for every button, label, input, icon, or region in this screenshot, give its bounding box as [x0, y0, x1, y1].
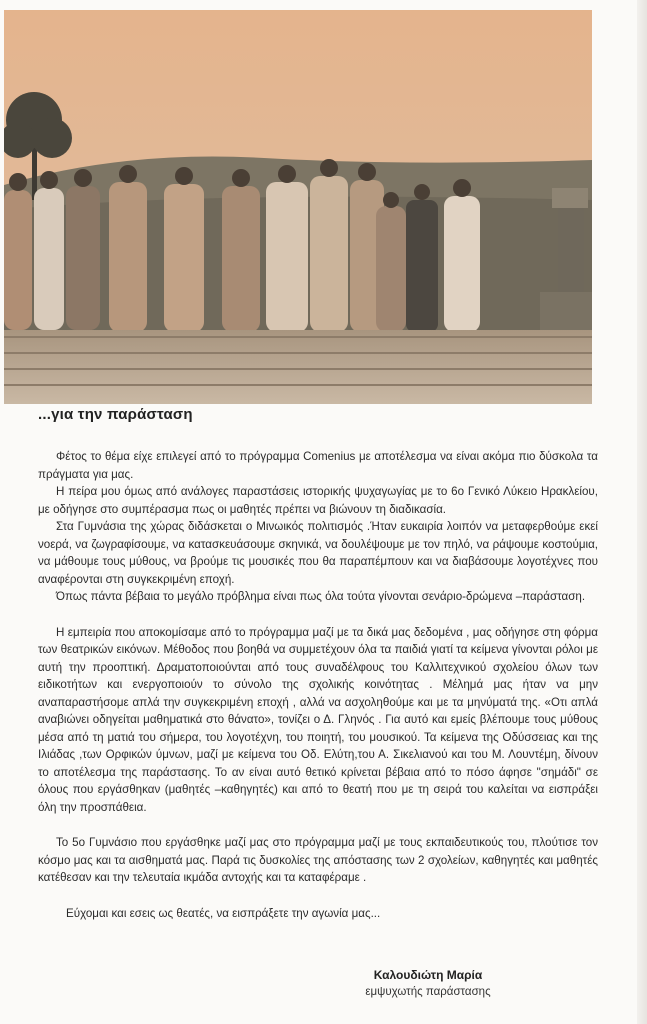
- page-spine: [637, 0, 647, 1024]
- signature: [358, 966, 498, 1001]
- paragraph: Όπως πάντα βέβαια το μεγάλο πρόβλημα είναι πως όλα τούτα γίνονται σενάριο-δρώμενα –παράσταση.: [56, 590, 586, 603]
- paragraph: Το 5ο Γυμνάσιο που εργάσθηκε μαζί μας στο πρόγραμμα μαζί με τους εκπαιδευτικούς του, πλούτισε τον κόσμο μας και τα αισθηματά μας. Παρά τις δυσκολίες της απόστασης των 2 σχολείων, καθηγητές και μαθητές κατέθεσαν και την τελευταία ικμάδα αντοχής και τα καταφέραμε .: [38, 836, 598, 884]
- photo-steps: [4, 330, 592, 404]
- paragraph: Στα Γυμνάσια της χώρας διδάσκεται ο Μινωικός πολιτισμός .Ήταν ευκαιρία λοιπόν να μεταφερθούμε εκεί νοερά, να ζωγραφίσουμε, να κατασκευάσουμε σκηνικά, να δουλέψουμε με τον πηλό, να ράψουμε κοστούμια, να μάθουμε τους μύθους, να βρούμε τις μουσικές που θα παραπέμπουν και να διαβάσουμε λογοτέχνες που αναφέρονται στη συγκεκριμένη εποχή.: [38, 520, 598, 586]
- closing-line: Εύχομαι και εσεις ως θεατές, να εισπράξετε την αγωνία μας...: [66, 906, 381, 920]
- signature-role: εμψυχωτής παράστασης: [365, 986, 491, 998]
- performance-photo: [4, 10, 592, 404]
- paragraph: Φέτος το θέμα είχε επιλεγεί από το πρόγραμμα Comenius με αποτέλεσμα να είναι ακόμα πιο δύσκολα τα πράγματα για μας.: [38, 450, 598, 481]
- article-body: [38, 448, 598, 940]
- signature-name: Καλουδιώτη Μαρία: [373, 968, 483, 982]
- paragraph: Η πείρα μου όμως από ανάλογες παραστάσεις ιστορικής ψυχαγωγίας με το 6ο Γενικό Λύκειο Ηρακλείου, με οδήγησε στο συμπέρασμα πως οι μαθητές πρέπει να βιώνουν τη διαδικασία.: [38, 485, 598, 516]
- paragraph: Η εμπειρία που αποκομίσαμε από το πρόγραμμα μαζί με τα δικά μας δεδομένα , μας οδήγησε στη φόρμα των θεατρικών εικόνων. Μέθοδος που βοηθά να συμμετέχουν όλα τα παιδιά γιατί τα κείμενα γίνονται ρόλοι με αυτή την προοπτική. Δραματοποιούνται από τους συναδέλφους του Καλλιτεχνικού σχολείου όλων των ειδικοτήτων και ενεργοποιούν το σύνολο της σχολικής κοινότητας . Μέλημά μας ήταν να μην αναπαραστήσομε απλά την συγκεκριμένη εποχή , αλλά να ασχοληθούμε και με τα μηνύματά της. «Οτι απλά αναβιώνει οδηγείται μαθηματικά στο θάνατο», τονίζει ο Δ. Γληνός . Για αυτό και εμείς βλέπουμε τους μύθους μέσα από τη ματιά του σήμερα, του λογοτέχνη, του ποιητή, του μουσικού. Τα κείμενα της Οδύσσειας και της Ιλιάδας ,των Ορφικών ύμνων, μαζί με κείμενα του Οδ. Ελύτη,του Α. Σικελιανού και του Μ. Λουντέμη, δίνουν το αποτέλεσμα της παράστασης. Το αν είναι αυτό θετικό κρίνεται βέβαια από το πόσο άφησε "σημάδι" σε όλους που εργάσθηκαν (μαθητές –καθηγητές) και από το θεατή που με τη σειρά του καλείται να εισπράξει όλη την προσπάθεια.: [38, 625, 598, 814]
- section-title: ...για την παράσταση: [38, 406, 193, 423]
